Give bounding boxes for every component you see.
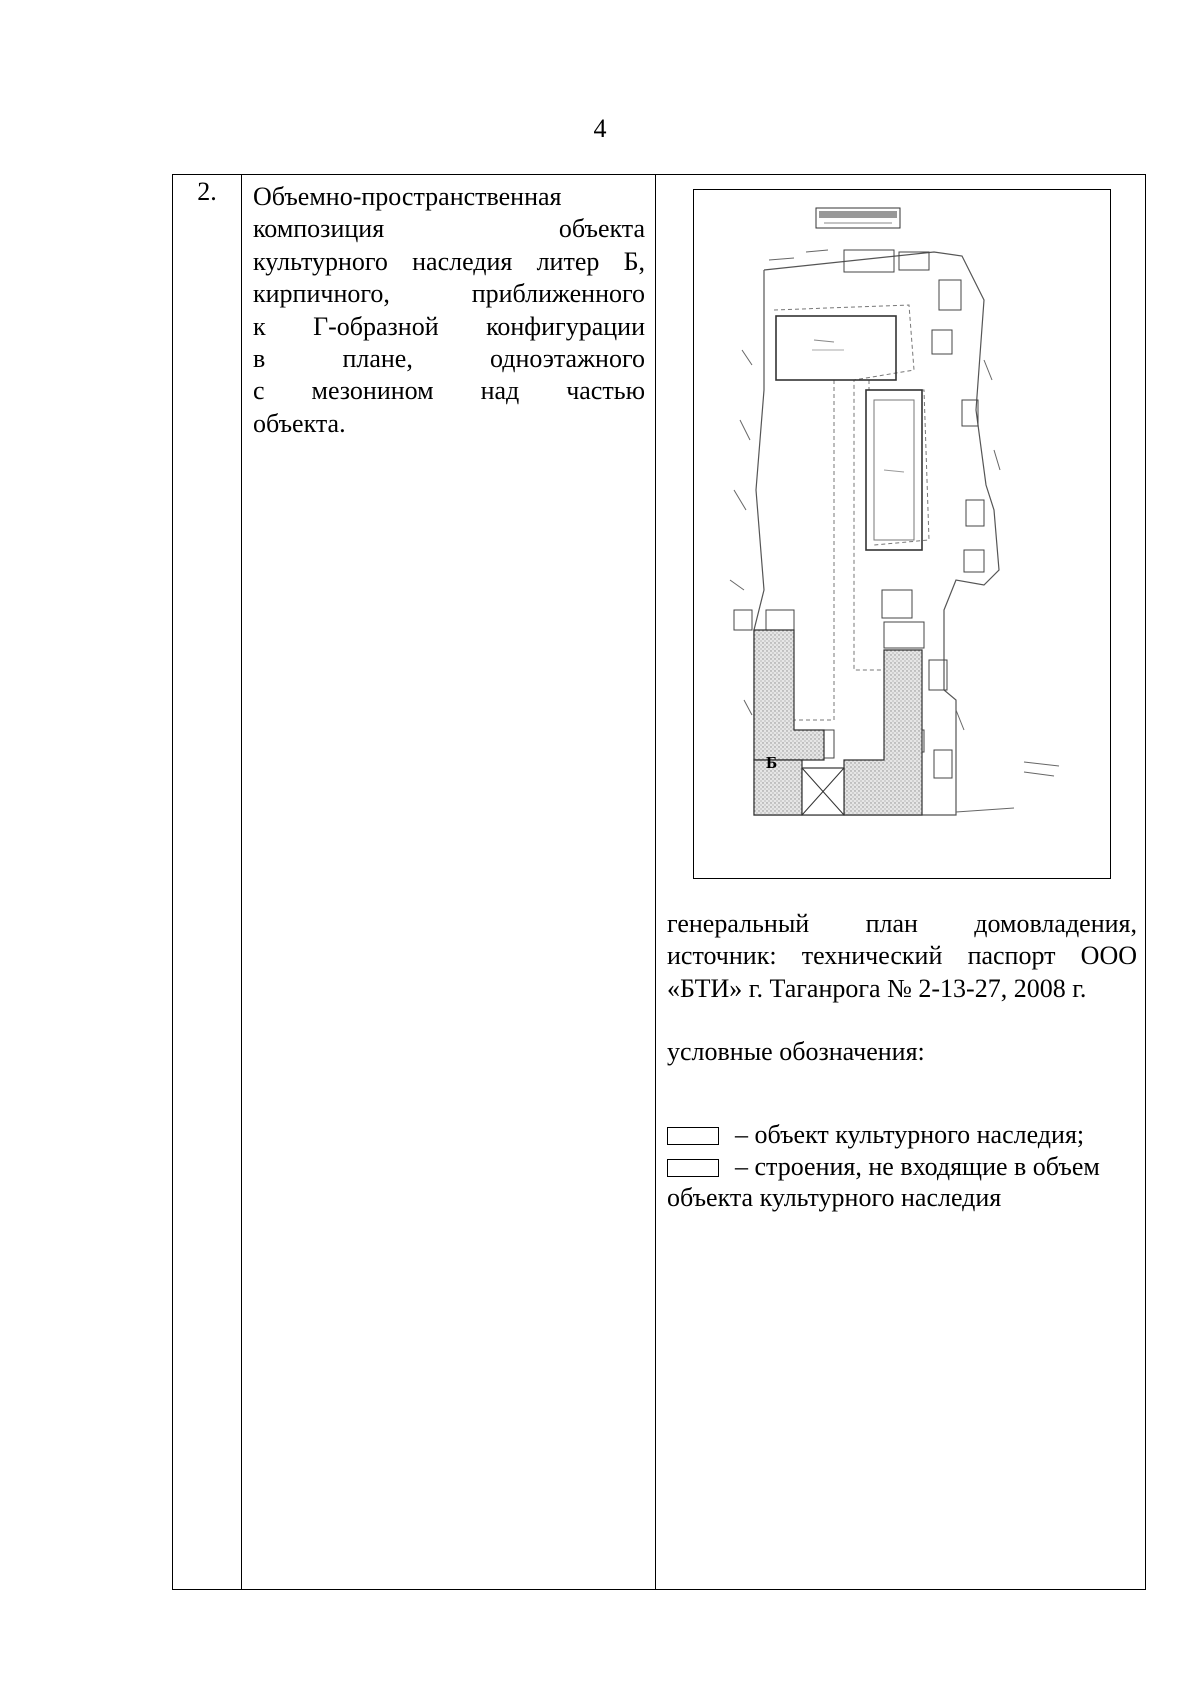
description-line: в плане, одноэтажного: [253, 344, 645, 374]
legend-label: – объект культурного наследия;: [735, 1120, 1085, 1149]
caption-line: «БТИ» г. Таганрога № 2-13-27, 2008 г.: [667, 973, 1087, 1003]
caption-line: источник: технический паспорт ООО: [667, 941, 1137, 971]
legend-swatch-heritage: [667, 1127, 719, 1145]
description-line: культурного наследия литер Б,: [253, 246, 645, 276]
site-plan-drawing: [694, 190, 1109, 877]
page-number: 4: [593, 114, 607, 143]
legend-swatch-other: [667, 1159, 719, 1177]
column-divider-2: [655, 175, 656, 1589]
description-line: объекта.: [253, 408, 346, 438]
row-number: 2.: [197, 177, 217, 206]
column-divider-1: [241, 175, 242, 1589]
plan-building-letter: Б: [766, 753, 778, 772]
plan-header: [816, 208, 900, 228]
description-line: к Г-образной конфигурации: [253, 311, 645, 341]
legend-item-other-buildings: [667, 1151, 1137, 1183]
document-table: [172, 174, 1146, 1590]
description-line: с мезонином над частью: [253, 376, 645, 406]
caption-line: генеральный план домовладения,: [667, 909, 1137, 938]
legend-item-heritage: [667, 1119, 1137, 1151]
site-plan-image: [693, 189, 1111, 879]
description-line: композиция объекта: [253, 214, 645, 244]
description-line: Объемно-пространственная: [253, 182, 562, 211]
legend-label: – строения, не входящие в объем: [735, 1152, 1100, 1181]
object-description: [253, 181, 645, 440]
legend-title: условные обозначения:: [667, 1037, 925, 1066]
description-line: кирпичного, приближенного: [253, 279, 645, 309]
legend-continuation: объекта культурного наследия: [667, 1183, 1002, 1212]
plan-caption: [667, 908, 1137, 1005]
